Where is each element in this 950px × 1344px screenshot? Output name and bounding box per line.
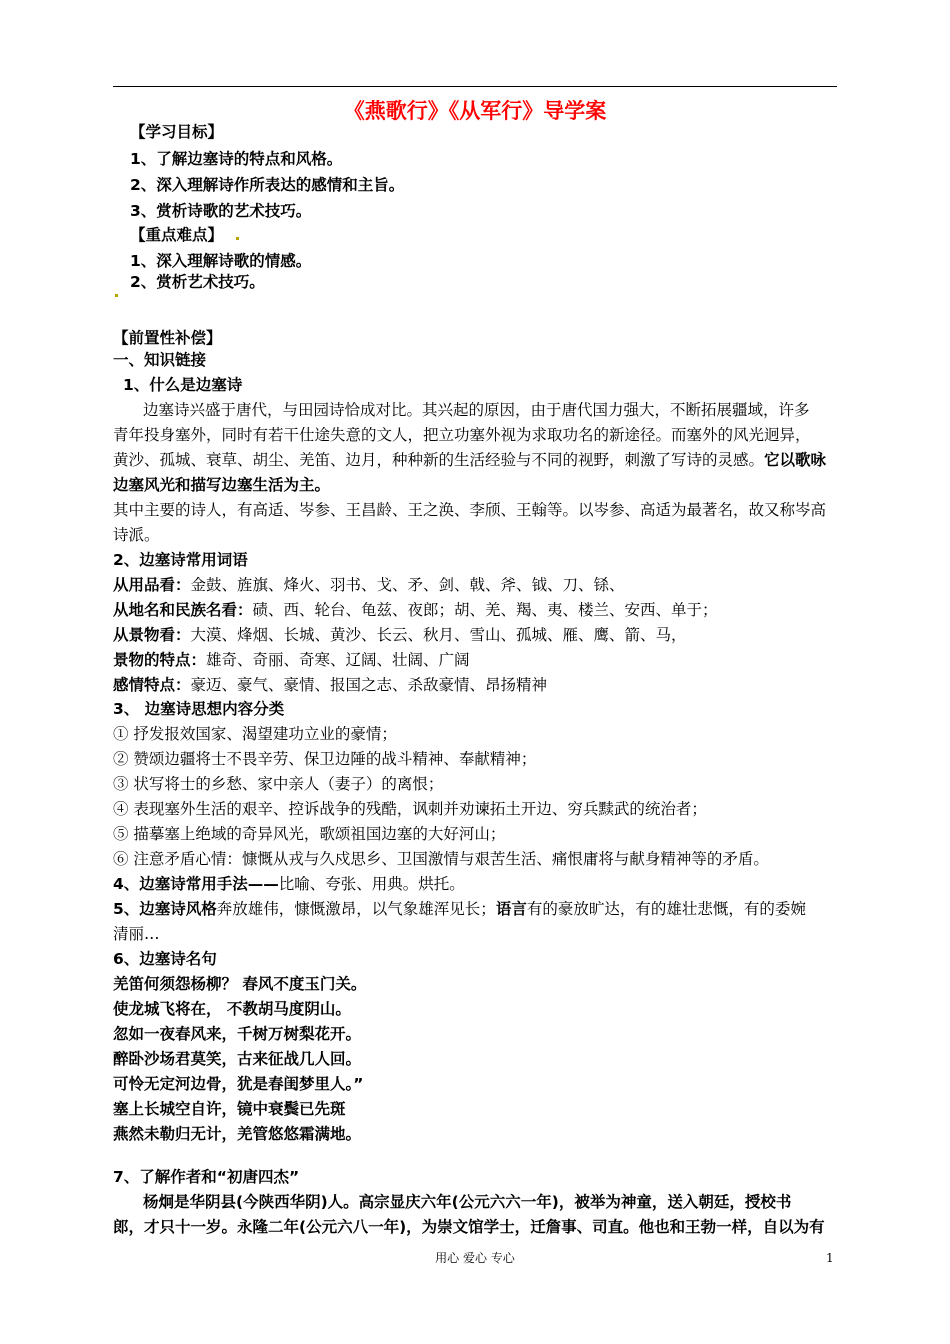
question-heading: 7、了解作者和“初唐四杰” bbox=[113, 1168, 300, 1186]
style-line bbox=[113, 897, 806, 922]
stray-mark bbox=[236, 237, 239, 240]
question-heading: 3、 边塞诗思想内容分类 bbox=[113, 700, 285, 718]
paragraph-line: 边塞诗兴盛于唐代，与田园诗恰成对比。其兴起的原因，由于唐代国力强大，不断拓展疆域，许多 bbox=[143, 401, 810, 419]
stray-mark bbox=[115, 294, 118, 297]
key-item: 2、赏析艺术技巧。 bbox=[130, 273, 265, 291]
paragraph-line: 其中主要的诗人，有高适、岑参、王昌龄、王之涣、李颀、王翰等。以岑参、高适为最著名，故又称岑高 bbox=[113, 501, 827, 519]
style-text: 奔放雄伟，慷慨激昂，以气象雄浑见长； bbox=[216, 900, 496, 918]
paragraph-bold-line: 边塞风光和描写边塞生活为主。 bbox=[113, 476, 331, 494]
paragraph-line: 诗派。 bbox=[113, 526, 160, 544]
category-item: ⑥ 注意矛盾心情：慷慨从戎与久戍思乡、卫国激情与艰苦生活、痛恨庸将与献身精神等的矛盾。 bbox=[113, 850, 769, 868]
quote-line: 燕然未勒归无计，羌管悠悠霜满地。 bbox=[113, 1125, 362, 1143]
technique-line bbox=[113, 872, 465, 897]
quote-line: 羌笛何须怨杨柳？ 春风不度玉门关。 bbox=[113, 975, 367, 993]
word-list-line bbox=[113, 598, 718, 623]
quote-line: 醉卧沙场君莫笑，古来征战几人回。 bbox=[113, 1050, 362, 1068]
goals-heading: 【学习目标】 bbox=[130, 123, 224, 141]
word-list-text: 豪迈、豪气、豪情、报国之志、杀敌豪情、昂扬精神 bbox=[190, 676, 548, 694]
word-list-line bbox=[113, 673, 547, 698]
style-line-tail: 清丽… bbox=[113, 925, 160, 943]
category-item: ⑤ 描摹塞上绝域的奇异风光，歌颂祖国边塞的大好河山； bbox=[113, 825, 506, 843]
language-label: 语言 bbox=[495, 900, 527, 918]
quote-line: 使龙城飞将在， 不教胡马度阴山。 bbox=[113, 1000, 351, 1018]
word-list-line bbox=[113, 573, 625, 598]
page-number: 1 bbox=[826, 1251, 834, 1265]
question-heading: 1、什么是边塞诗 bbox=[123, 376, 243, 394]
paragraph-text: 黄沙、孤城、衰草、胡尘、羌笛、边月，种种新的生活经验与不同的视野，刺激了写诗的灵感。 bbox=[113, 451, 765, 469]
category-item: ① 抒发报效国家、渴望建功立业的豪情； bbox=[113, 725, 397, 743]
category-item: ④ 表现塞外生活的艰辛、控诉战争的残酷，讽刺并劝谏拓土开边、穷兵黩武的统治者； bbox=[113, 800, 707, 818]
word-list-label: 从地名和民族名看： bbox=[113, 601, 253, 619]
goal-item: 2、深入理解诗作所表达的感情和主旨。 bbox=[130, 176, 405, 194]
word-list-label: 从用品看： bbox=[113, 576, 191, 594]
language-text: 有的豪放旷达，有的雄壮悲慨，有的委婉 bbox=[526, 900, 806, 918]
category-item: ③ 状写将士的乡愁、家中亲人（妻子）的离恨； bbox=[113, 775, 444, 793]
paragraph-line: 郎，才只十一岁。永隆二年(公元六八一年)，为崇文馆学士，迁詹事、司直。他也和王勃一样，自以为有 bbox=[113, 1218, 825, 1236]
style-label: 5、边塞诗风格 bbox=[113, 900, 217, 918]
word-list-text: 雄奇、奇丽、奇寒、辽阔、壮阔、广阔 bbox=[206, 651, 470, 669]
goal-item: 3、赏析诗歌的艺术技巧。 bbox=[130, 202, 312, 220]
word-list-label: 景物的特点： bbox=[113, 651, 207, 669]
technique-text: 比喻、夸张、用典。烘托。 bbox=[278, 875, 465, 893]
pre-heading: 【前置性补偿】 bbox=[113, 329, 222, 347]
paragraph-line: 杨炯是华阴县(今陕西华阴)人。高宗显庆六年(公元六六一年)，被举为神童，送入朝廷，授校书 bbox=[143, 1193, 792, 1211]
quote-line: 可怜无定河边骨，犹是春闺梦里人。” bbox=[113, 1075, 364, 1093]
technique-label: 4、边塞诗常用手法—— bbox=[113, 875, 279, 893]
key-item: 1、深入理解诗歌的情感。 bbox=[130, 252, 312, 270]
question-heading: 6、边塞诗名句 bbox=[113, 950, 217, 968]
word-list-text: 金鼓、旌旗、烽火、羽书、戈、矛、剑、戟、斧、钺、刀、铩、 bbox=[190, 576, 625, 594]
section-heading: 一、知识链接 bbox=[113, 351, 207, 369]
word-list-label: 感情特点： bbox=[113, 676, 191, 694]
word-list-line bbox=[113, 623, 687, 648]
document-title: 《燕歌行》《从军行》导学案 bbox=[343, 99, 607, 123]
category-item: ② 赞颂边疆将士不畏辛劳、保卫边陲的战斗精神、奉献精神； bbox=[113, 750, 537, 768]
paragraph-line bbox=[113, 448, 841, 473]
page-footer: 用心 爱心 专心 bbox=[435, 1251, 515, 1265]
goal-item: 1、了解边塞诗的特点和风格。 bbox=[130, 150, 343, 168]
word-list-text: 碛、西、轮台、龟兹、夜郎；胡、羌、羯、夷、楼兰、安西、单于； bbox=[252, 601, 718, 619]
paragraph-bold-text: 它以歌咏 bbox=[764, 451, 827, 469]
header-rule bbox=[113, 86, 837, 87]
quote-line: 塞上长城空自许，镜中衰鬓已先斑 bbox=[113, 1100, 346, 1118]
key-heading: 【重点难点】 bbox=[130, 226, 224, 244]
question-heading: 2、边塞诗常用词语 bbox=[113, 551, 248, 569]
word-list-line bbox=[113, 648, 470, 673]
quote-line: 忽如一夜春风来，千树万树梨花开。 bbox=[113, 1025, 362, 1043]
paragraph-line: 青年投身塞外，同时有若干仕途失意的文人，把立功塞外视为求取功名的新途径。而塞外的风光迥异， bbox=[113, 426, 811, 444]
word-list-label: 从景物看： bbox=[113, 626, 191, 644]
word-list-text: 大漠、烽烟、长城、黄沙、长云、秋月、雪山、孤城、雁、鹰、箭、马， bbox=[190, 626, 687, 644]
